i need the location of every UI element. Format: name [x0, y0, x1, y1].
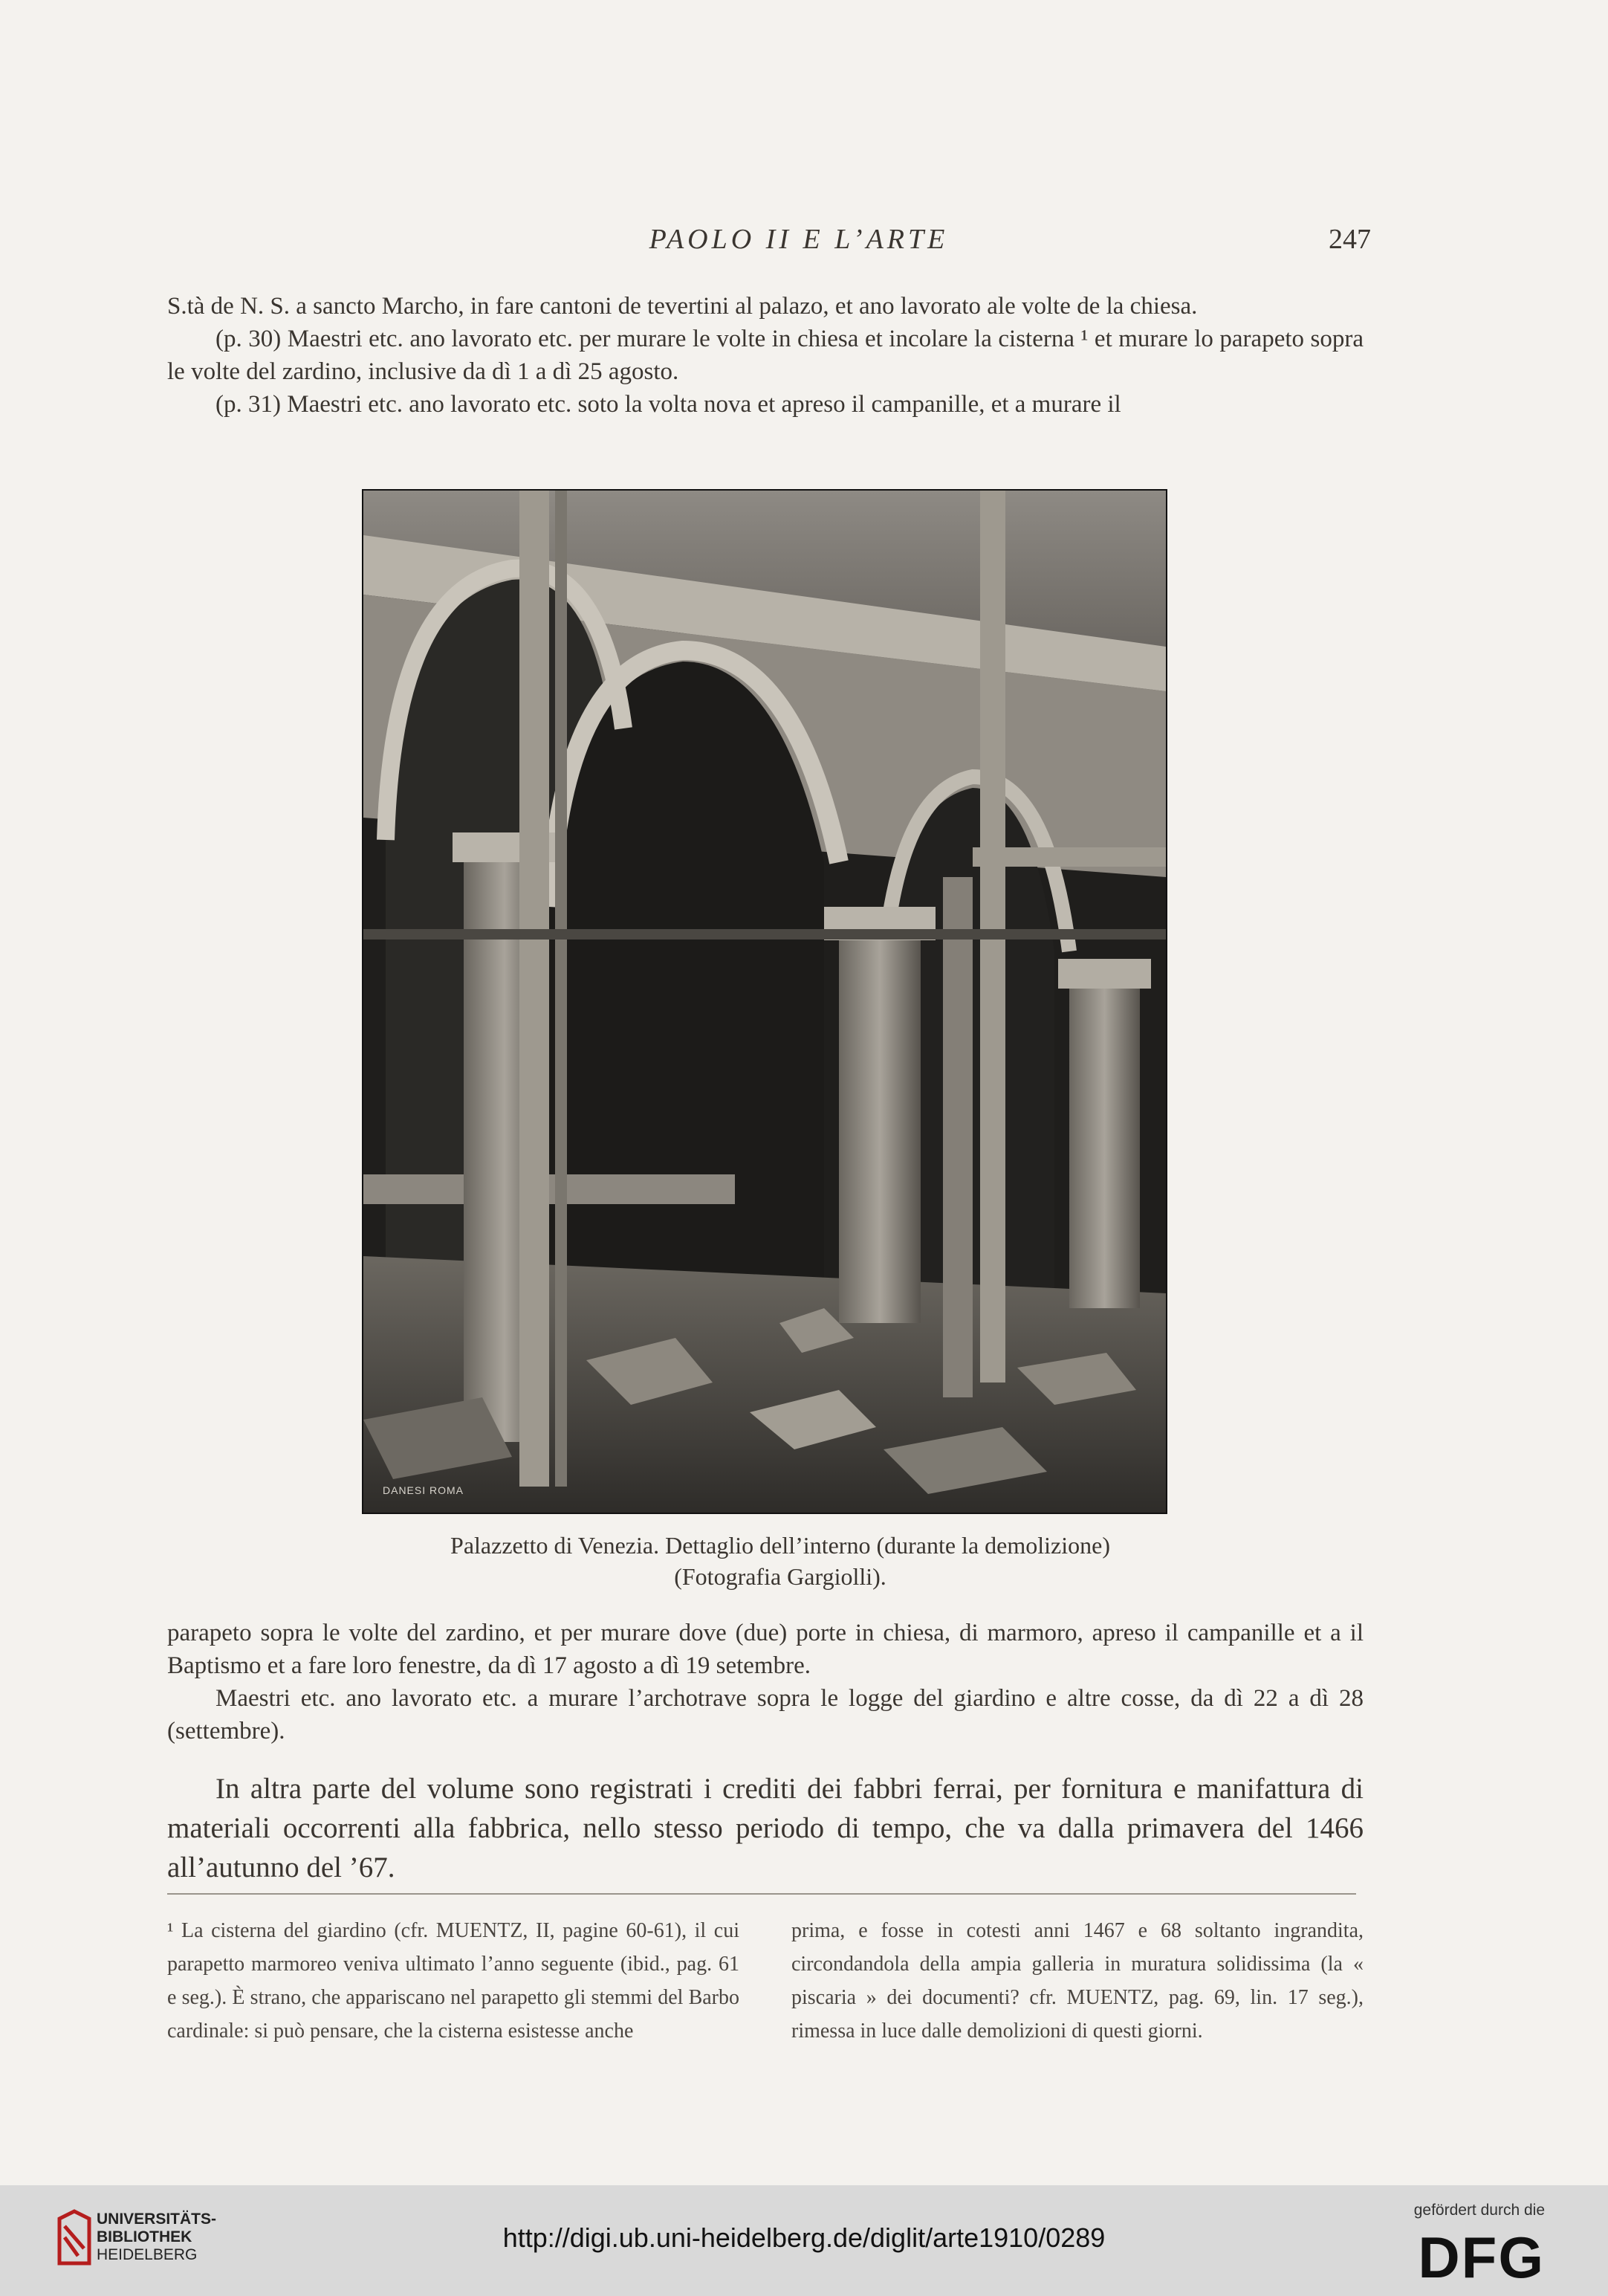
- paragraph: In altra parte del volume sono registrati i crediti dei fabbri ferrai, per fornitura e manifattura di materiali occorrenti alla fabbrica, nello stesso periodo di tempo, che va dalla primavera del 1466 all’autunno del ’67.: [167, 1773, 1364, 1883]
- running-title: PAOLO II E L’ARTE: [649, 224, 949, 255]
- footnote-divider: [167, 1893, 1356, 1895]
- library-line: UNIVERSITÄTS-: [97, 2211, 217, 2228]
- paragraph: S.tà de N. S. a sancto Marcho, in fare cantoni de tevertini al palazo, et ano lavorato ale volte de la chiesa.: [167, 293, 1198, 320]
- footnote-column-right: [791, 1914, 1364, 2048]
- dfg-logo: DFG: [1418, 2225, 1545, 2290]
- digitization-footer: [0, 2185, 1608, 2296]
- caption-line: Palazzetto di Venezia. Dettaglio dell’interno (durante la demolizione): [450, 1532, 1110, 1559]
- paragraph: parapeto sopra le volte del zardino, et per murare dove (due) porte in chiesa, di marmoro, apreso il campanille et a il Baptismo et a fare loro fenestre, da dì 17 agosto a dì 19 setembre.: [167, 1620, 1364, 1679]
- photograph-palazzetto-interior: [362, 489, 1167, 1514]
- mid-text-block: [167, 1617, 1364, 1747]
- footnote-column-left: [167, 1914, 739, 2048]
- paragraph: (p. 31) Maestri etc. ano lavorato etc. soto la volta nova et apreso il campanille, et a murare il: [215, 391, 1121, 418]
- caption-line: (Fotografia Gargiolli).: [674, 1563, 886, 1590]
- library-line: HEIDELBERG: [97, 2246, 198, 2263]
- funder-caption: gefördert durch die: [1413, 2202, 1545, 2219]
- running-head: [167, 223, 1371, 268]
- top-text-block: [167, 290, 1364, 421]
- photo-illustration: [363, 491, 1166, 1513]
- footnote-text: prima, e fosse in cotesti anni 1467 e 68 soltanto ingrandita, circondandola della ampia galleria in muratura solidissima (la « piscaria » dei documenti? cfr. MUENTZ, pag. 69, lin. 17 seg.), rimessa in luce dalle demolizioni di questi giorni.: [791, 1919, 1364, 2043]
- photo-credit: DANESI ROMA: [383, 1484, 464, 1496]
- paragraph: Maestri etc. ano lavorato etc. a murare l’archotrave sopra le logge del giardino e altre cosse, da dì 22 a dì 28 (settembre).: [167, 1685, 1364, 1744]
- library-line: BIBLIOTHEK: [97, 2228, 192, 2245]
- footnotes: [167, 1914, 1364, 2048]
- lead-text-block: [167, 1769, 1364, 1887]
- figure-caption: [223, 1530, 1338, 1592]
- page-number: 247: [1329, 224, 1371, 255]
- paragraph: (p. 30) Maestri etc. ano lavorato etc. per murare le volte in chiesa et incolare la cisterna ¹ et murare lo parapeto sopra le volte del zardino, inclusive da dì 1 a dì 25 agosto.: [167, 326, 1364, 385]
- source-url-link[interactable]: http://digi.ub.uni-heidelberg.de/diglit/arte1910/0289: [502, 2222, 1106, 2253]
- footnote-text: ¹ La cisterna del giardino (cfr. MUENTZ, II, pagine 60-61), il cui parapetto marmoreo veniva ultimato l’anno seguente (ibid., pag. 61 e seg.). È strano, che appariscano nel parapetto gli stemmi del Barbo cardinale: si può pensare, che la cisterna esistesse anche: [167, 1919, 739, 2043]
